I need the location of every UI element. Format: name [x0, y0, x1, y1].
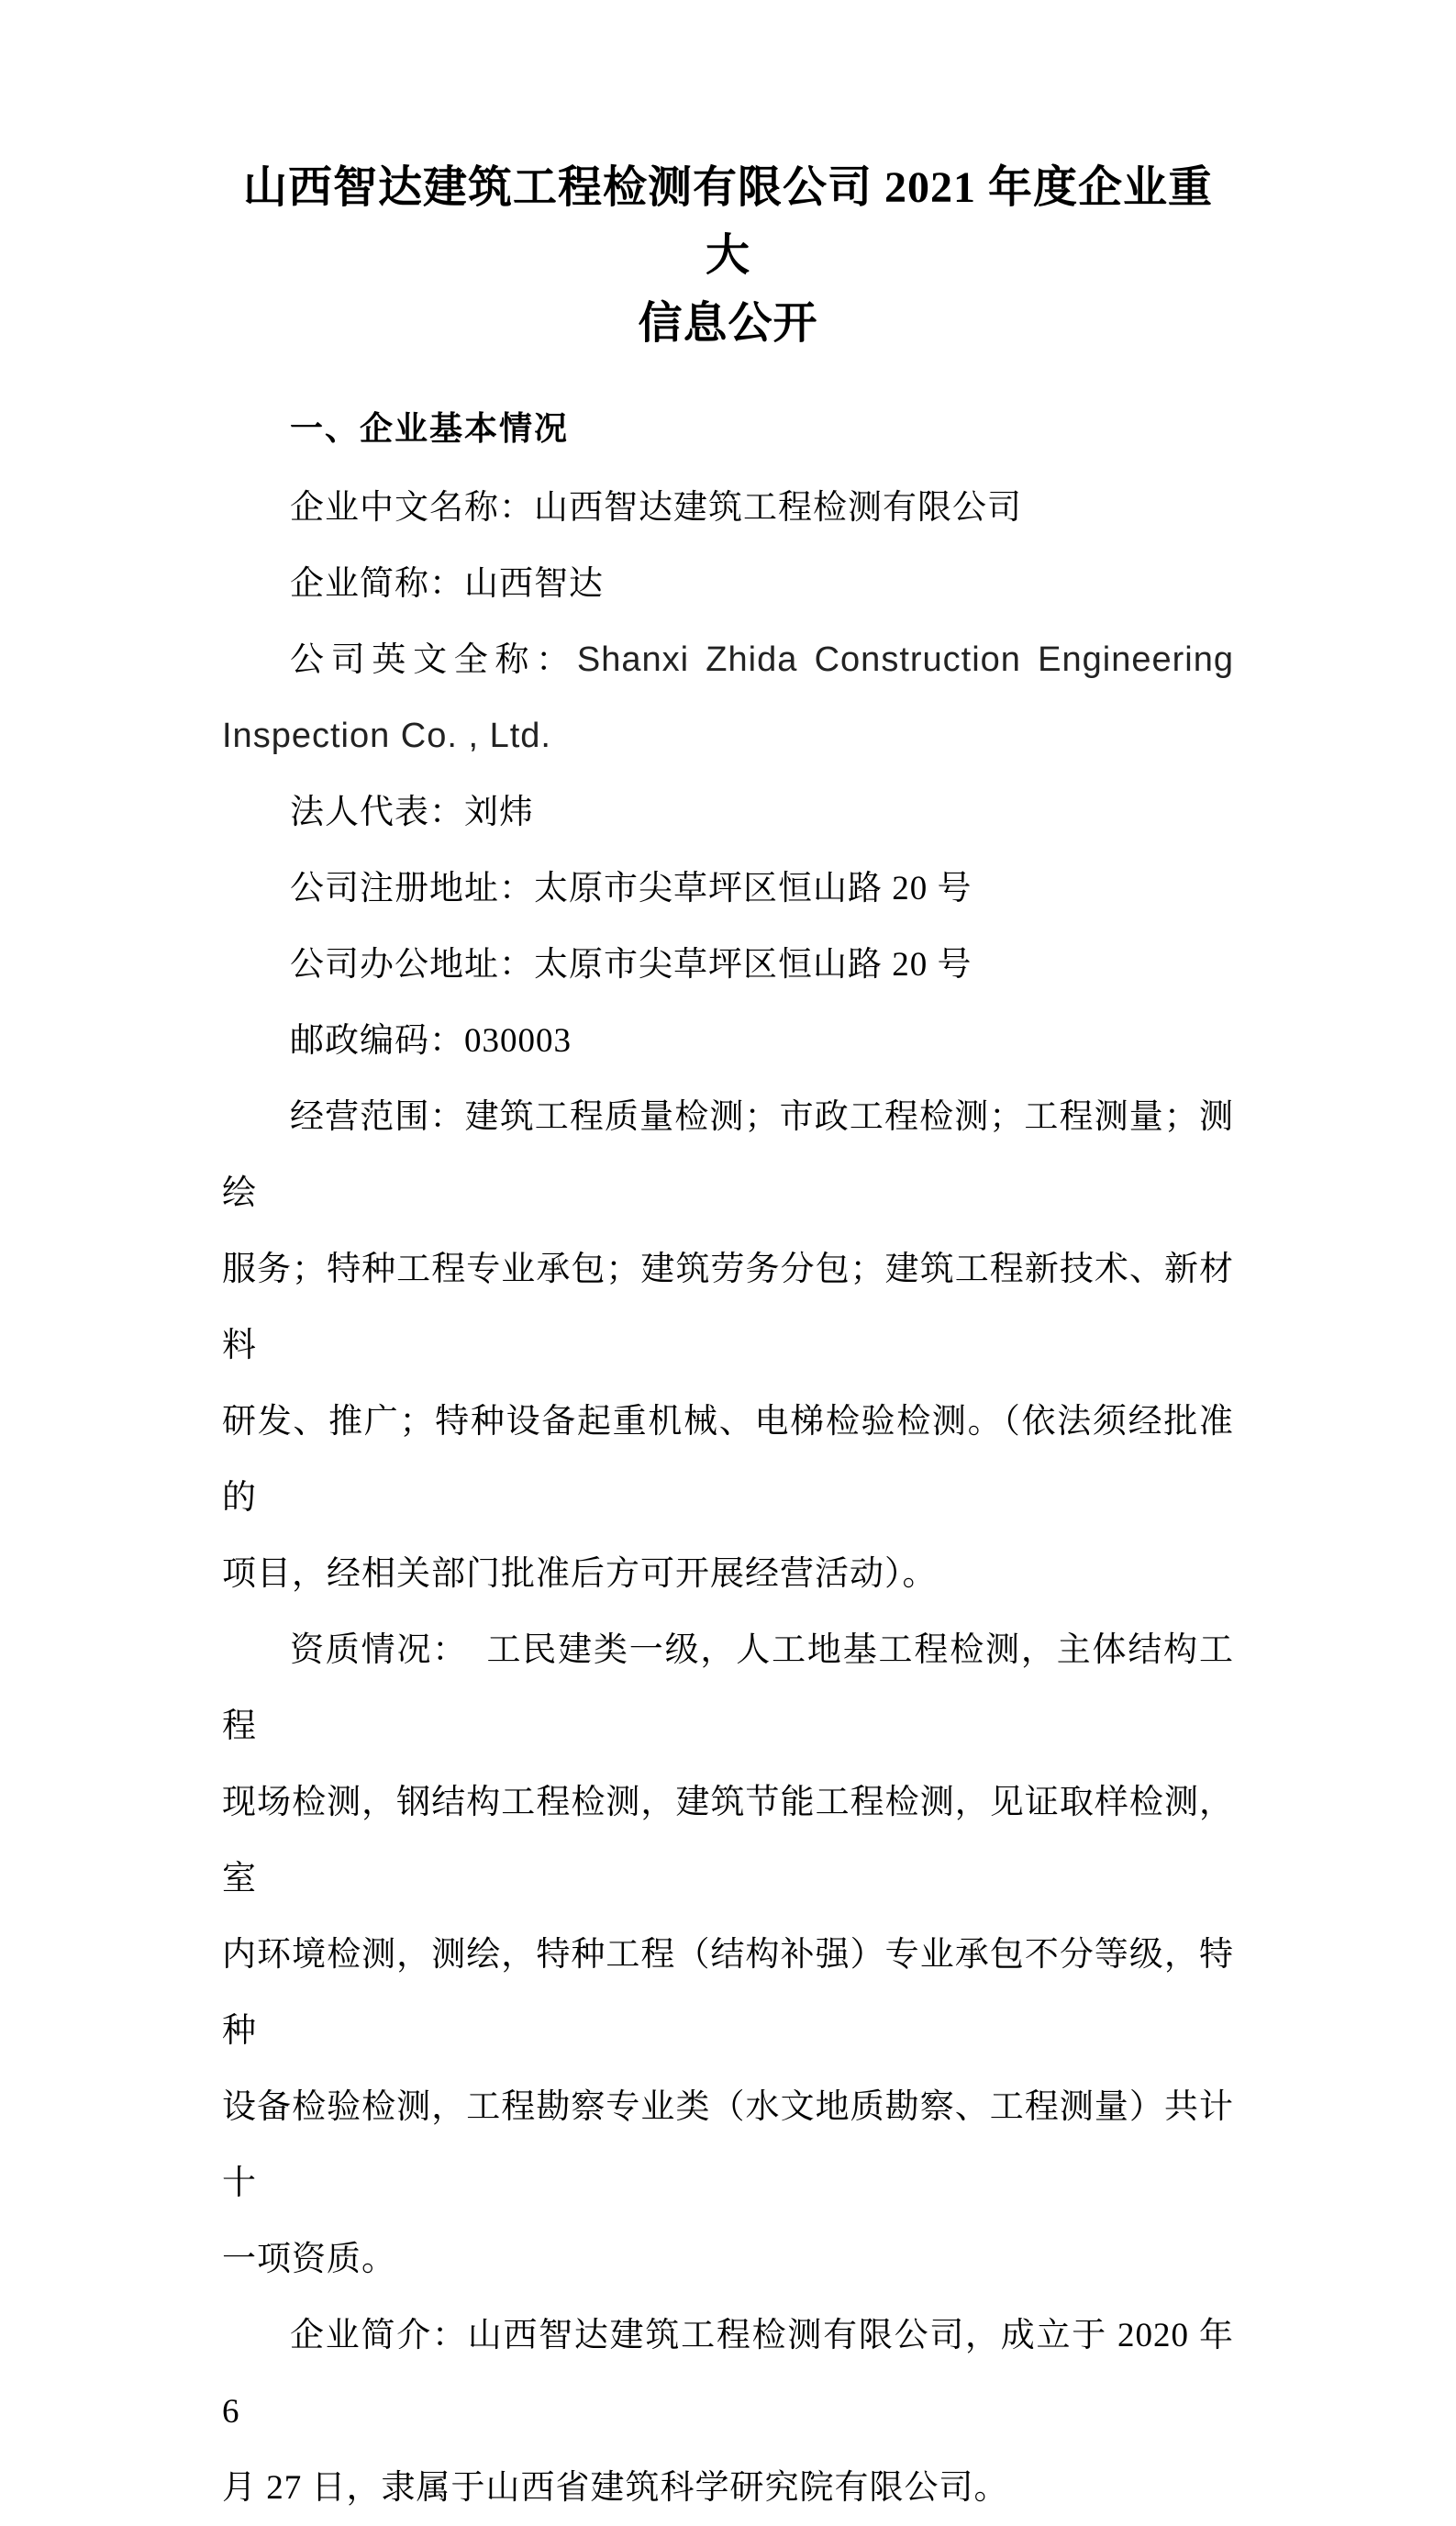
page-title-line-1: 山西智达建筑工程检测有限公司 2021 年度企业重大	[242, 163, 1213, 280]
doc-line-office-address: 公司办公地址：太原市尖草坪区恒山路 20 号	[290, 946, 973, 984]
doc-line-company-en-name-cont	[222, 698, 1234, 774]
doc-line-business-scope-4: 项目，经相关部门批准后方可开展经营活动）。	[222, 1555, 938, 1593]
doc-line-postal-code: 邮政编码：030003	[290, 1022, 572, 1060]
doc-line-qualifications-5: 一项资质。	[222, 2241, 396, 2278]
doc-line-company-profile-1: 企业简介：山西智达建筑工程检测有限公司，成立于 2020 年 6	[222, 2317, 1244, 2431]
doc-line-business-scope-1: 经营范围：建筑工程质量检测；市政工程检测；工程测量；测绘	[222, 1098, 1234, 1212]
doc-line-company-profile-2: 月 27 日，隶属于山西省建筑科学研究院有限公司。	[222, 2469, 1009, 2507]
document-body	[222, 470, 1244, 2526]
section-heading: 一、企业基本情况	[290, 409, 570, 447]
doc-line-company-en-name	[222, 622, 1234, 698]
doc-line-company-short-name: 企业简称：山西智达	[290, 565, 604, 603]
doc-line-business-scope-2: 服务；特种工程专业承包；建筑劳务分包；建筑工程新技术、新材料	[222, 1251, 1234, 1364]
company-en-name-value-2: Inspection Co. , Ltd.	[222, 717, 551, 755]
company-en-name-label: 公司英文全称：	[290, 641, 577, 679]
page-title-line-2: 信息公开	[638, 299, 818, 348]
doc-line-legal-representative: 法人代表：刘炜	[290, 794, 534, 831]
doc-line-company-cn-name: 企业中文名称：山西智达建筑工程检测有限公司	[290, 489, 1022, 527]
page-title	[222, 154, 1234, 358]
doc-line-registered-address: 公司注册地址：太原市尖草坪区恒山路 20 号	[290, 870, 973, 907]
doc-line-qualifications-3: 内环境检测，测绘，特种工程（结构补强）专业承包不分等级，特种	[222, 1936, 1234, 2050]
doc-line-qualifications-2: 现场检测，钢结构工程检测，建筑节能工程检测，见证取样检测，室	[222, 1784, 1234, 1897]
doc-line-business-scope-3: 研发、推广；特种设备起重机械、电梯检验检测。（依法须经批准的	[222, 1403, 1234, 1517]
doc-line-qualifications-4: 设备检验检测，工程勘察专业类（水文地质勘察、工程测量）共计十	[222, 2088, 1234, 2202]
doc-line-qualifications-1: 资质情况： 工民建类一级，人工地基工程检测，主体结构工程	[222, 1631, 1234, 1745]
company-en-name-value: Shanxi Zhida Construction Engineering	[576, 640, 1235, 679]
